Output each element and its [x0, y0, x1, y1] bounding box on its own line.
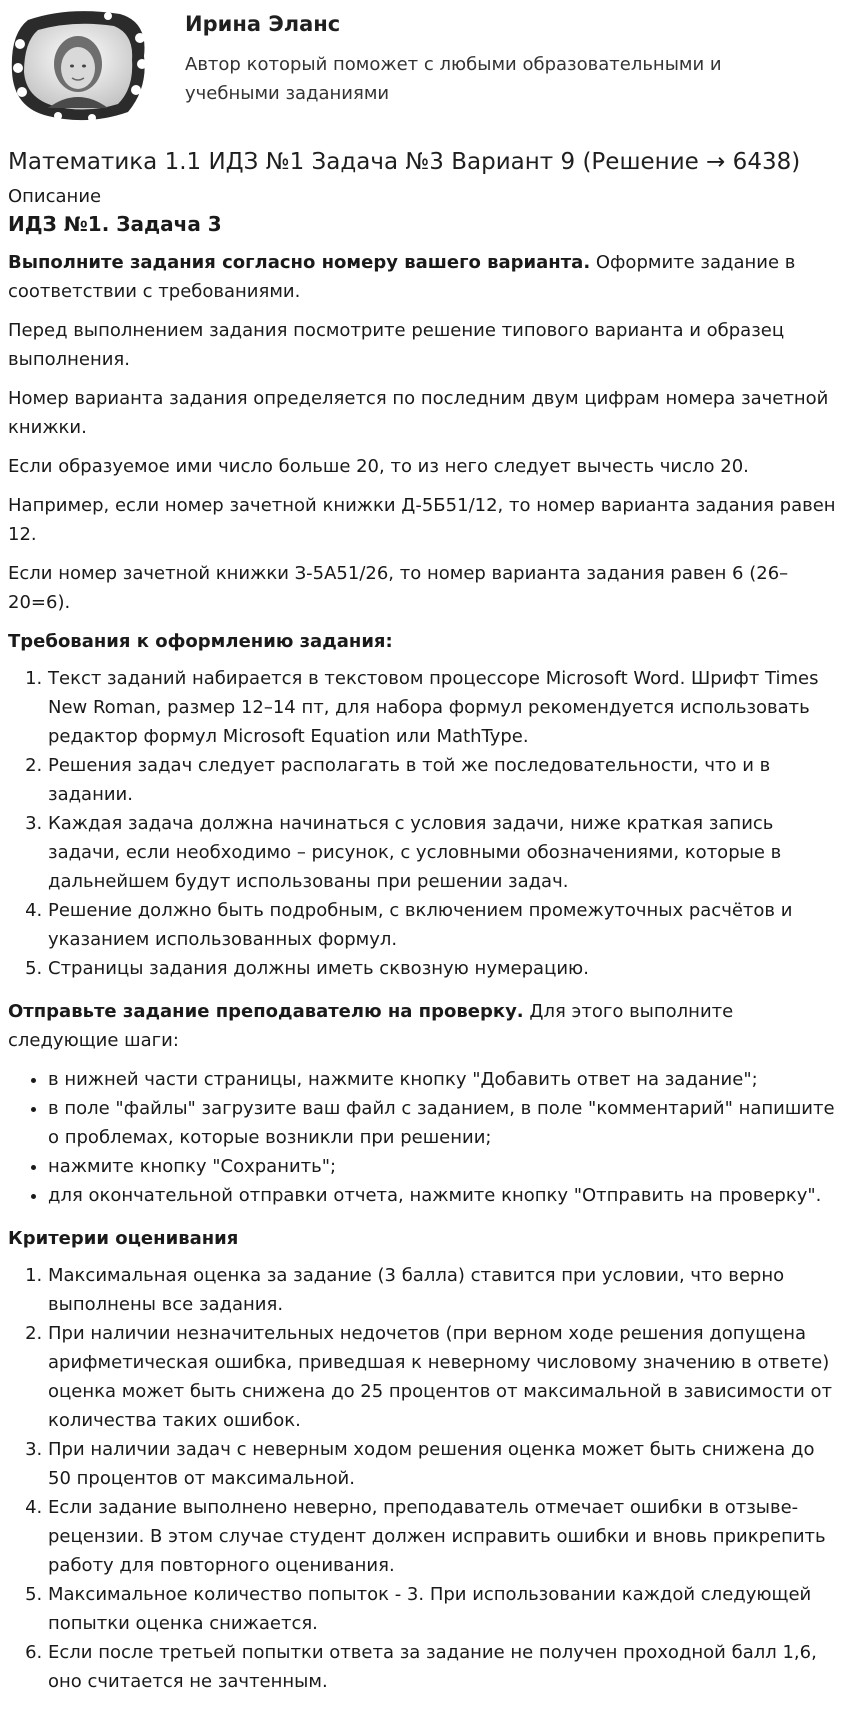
list-item: 4. Если задание выполнено неверно, преподаватель отмечает ошибки в отзыве-рецензии. В этом случае студент должен исправить ошибки и вновь прикрепить работу для повторного оценивания.	[48, 1493, 843, 1580]
list-item: 3. Каждая задача должна начинаться с условия задачи, ниже краткая запись задачи, если необходимо – рисунок, с условными обозначениями, которые в дальнейшем будут использованы при решении задач.	[48, 809, 843, 896]
list-item: 5. Максимальное количество попыток - 3. При использовании каждой следующей попытки оценка снижается.	[48, 1580, 843, 1638]
description-label: Описание	[8, 186, 102, 207]
submit-paragraph	[8, 997, 843, 1055]
list-item: 2. При наличии незначительных недочетов (при верном ходе решения допущена арифметическая ошибка, приведшая к неверному числовому значению в ответе) оценка может быть снижена до 25 процентов от максимальной в зависимости от количества таких ошибок.	[48, 1319, 843, 1435]
intro-rest: Оформите задание в соответствии с требованиями.	[8, 252, 796, 302]
author-photo-icon	[8, 8, 152, 124]
list-item: 6. Если после третьей попытки ответа за задание не получен проходной балл 1,6, оно считается не зачтенным.	[48, 1638, 843, 1696]
list-item: 1. Текст заданий набирается в текстовом процессоре Microsoft Word. Шрифт Times New Roman, размер 12–14 пт, для набора формул рекомендуется использовать редактор формул Microsoft Equation или MathType.	[48, 664, 843, 751]
intro-paragraph	[8, 248, 843, 306]
author-card[interactable]	[0, 0, 847, 128]
intro-paragraph: Номер варианта задания определяется по последним двум цифрам номера зачетной книжки.	[8, 388, 829, 438]
list-item: • в нижней части страницы, нажмите кнопку "Добавить ответ на задание";	[48, 1065, 843, 1094]
task-subtitle: ИДЗ №1. Задача 3	[8, 212, 222, 236]
author-description: Автор который поможет с любыми образовательными и учебными заданиями	[185, 54, 722, 104]
intro-paragraph: Если образуемое ими число больше 20, то из него следует вычесть число 20.	[8, 456, 749, 477]
page-title: Математика 1.1 ИДЗ №1 Задача №3 Вариант 9 (Решение → 6438)	[8, 149, 801, 175]
criteria-heading: Критерии оценивания	[8, 1228, 239, 1249]
intro-paragraph: Например, если номер зачетной книжки Д-5Б51/12, то номер варианта задания равен 12.	[8, 495, 836, 545]
requirements-heading: Требования к оформлению задания:	[8, 631, 393, 652]
submit-rest: Для этого выполните следующие шаги:	[8, 1001, 734, 1051]
list-item: 2. Решения задач следует располагать в той же последовательности, что и в задании.	[48, 751, 843, 809]
list-item: • нажмите кнопку "Сохранить";	[48, 1152, 843, 1181]
intro-bold: Выполните задания согласно номеру вашего варианта.	[8, 252, 591, 273]
list-item: 3. При наличии задач с неверным ходом решения оценка может быть снижена до 50 процентов от максимальной.	[48, 1435, 843, 1493]
task-content	[8, 146, 843, 1710]
submit-bold: Отправьте задание преподавателю на проверку.	[8, 1001, 524, 1022]
submit-steps-list	[8, 1065, 843, 1210]
author-avatar[interactable]	[8, 8, 152, 124]
intro-paragraph: Перед выполнением задания посмотрите решение типового варианта и образец выполнения.	[8, 320, 785, 370]
intro-paragraph: Если номер зачетной книжки З-5А51/26, то номер варианта задания равен 6 (26–20=6).	[8, 563, 789, 613]
list-item: 5. Страницы задания должны иметь сквозную нумерацию.	[48, 954, 843, 983]
list-item: 4. Решение должно быть подробным, с включением промежуточных расчётов и указанием использованных формул.	[48, 896, 843, 954]
author-name[interactable]: Ирина Эланс	[185, 12, 341, 36]
list-item: • в поле "файлы" загрузите ваш файл с заданием, в поле "комментарий" напишите о проблемах, которые возникли при решении;	[48, 1094, 843, 1152]
requirements-list	[8, 664, 843, 983]
criteria-list	[8, 1261, 843, 1696]
list-item: • для окончательной отправки отчета, нажмите кнопку "Отправить на проверку".	[48, 1181, 843, 1210]
list-item: 1. Максимальная оценка за задание (3 балла) ставится при условии, что верно выполнены все задания.	[48, 1261, 843, 1319]
